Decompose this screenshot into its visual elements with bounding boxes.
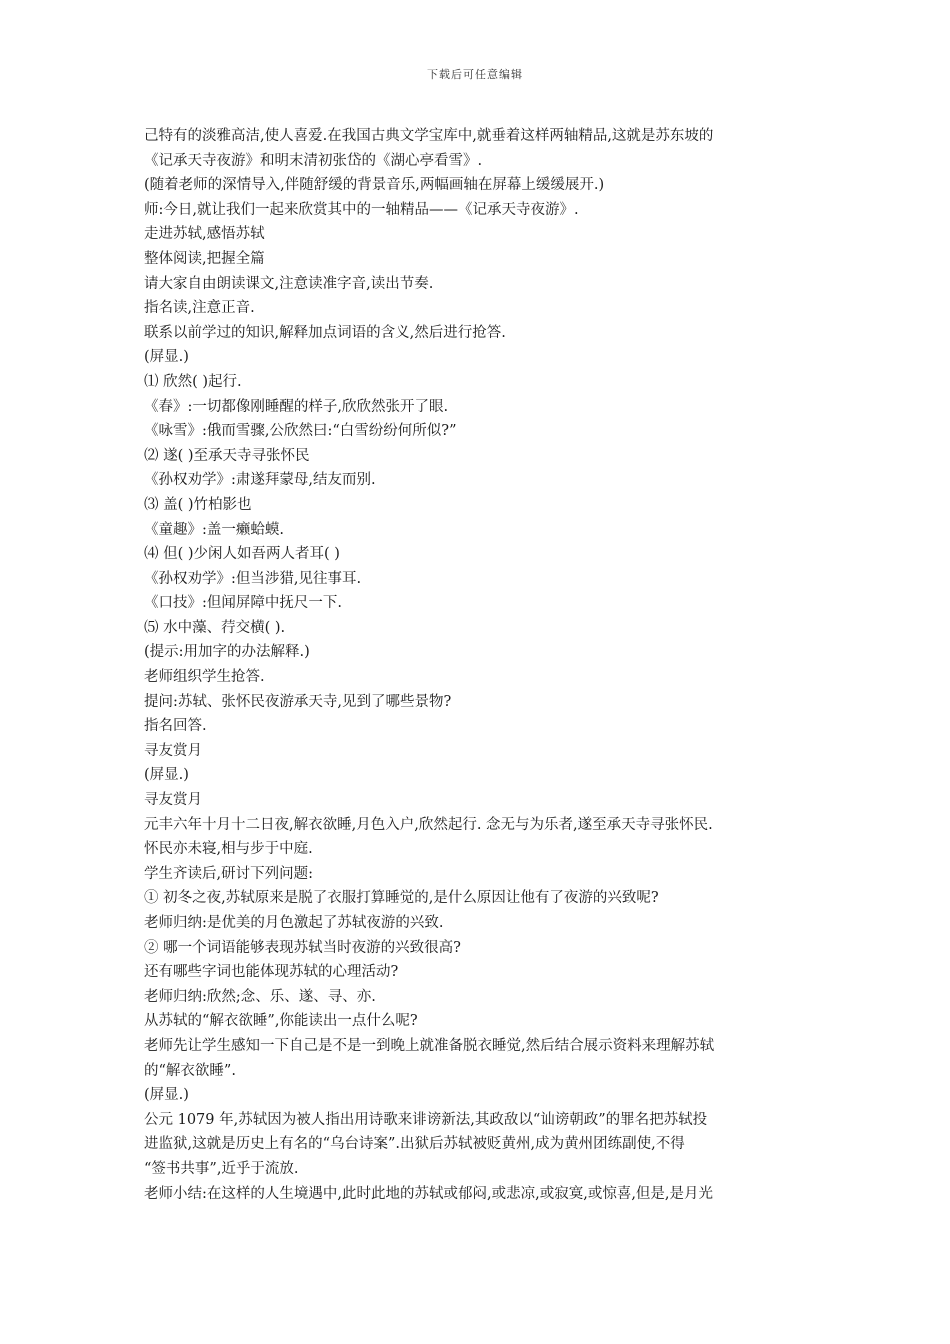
text-line: 《咏雪》:俄而雪骤,公欣然曰:“白雪纷纷何所似?”: [144, 423, 457, 440]
text-line: 老师组织学生抢答.: [144, 669, 265, 686]
text-line: 老师小结:在这样的人生境遇中,此时此地的苏轼或郁闷,或悲凉,或寂寞,或惊喜,但是,是月光: [144, 1185, 714, 1202]
text-line: ⑸ 水中藻、荇交横( ).: [144, 619, 286, 636]
text-line: “签书共事”,近乎于流放.: [144, 1160, 299, 1177]
text-line: ② 哪一个词语能够表现苏轼当时夜游的兴致很高?: [144, 939, 461, 956]
text-line: 公元 1079 年,苏轼因为被人指出用诗歌来诽谤新法,其政敌以“讪谤朝政”的罪名把苏轼投: [144, 1111, 708, 1128]
text-line: ⑵ 遂( )至承天寺寻张怀民: [144, 447, 310, 464]
text-line: ⑴ 欣然( )起行.: [144, 373, 242, 390]
text-line: 请大家自由朗读课文,注意读准字音,读出节奏.: [144, 275, 434, 292]
text-line: 《童趣》:盖一癞蛤蟆.: [144, 521, 284, 538]
text-line: 老师先让学生感知一下自己是不是一到晚上就准备脱衣睡觉,然后结合展示资料来理解苏轼: [144, 1037, 715, 1054]
text-line: 进监狱,这就是历史上有名的“乌台诗案”.出狱后苏轼被贬黄州,成为黄州团练副使,不得: [144, 1136, 685, 1153]
text-line: 老师归纳:欣然;念、乐、遂、寻、亦.: [144, 988, 376, 1005]
text-line: 寻友赏月: [144, 742, 202, 759]
text-line: 还有哪些字词也能体现苏轼的心理活动?: [144, 964, 399, 981]
text-line: 指名读,注意正音.: [144, 300, 255, 317]
text-line: (提示:用加字的办法解释.): [144, 644, 310, 661]
text-line: ⑷ 但( )少闲人如吾两人者耳( ): [144, 546, 340, 563]
text-line: 提问:苏轼、张怀民夜游承天寺,见到了哪些景物?: [144, 693, 452, 710]
text-line: 从苏轼的“解衣欲睡”,你能读出一点什么呢?: [144, 1013, 418, 1030]
text-line: 己特有的淡雅高洁,使人喜爱.在我国古典文学宝库中,就垂着这样两轴精品,这就是苏东坡的: [144, 128, 714, 144]
text-line: 走进苏轼,感悟苏轼: [144, 226, 265, 243]
text-line: 联系以前学过的知识,解释加点词语的含义,然后进行抢答.: [144, 324, 506, 341]
text-line: 元丰六年十月十二日夜,解衣欲睡,月色入户,欣然起行. 念无与为乐者,遂至承天寺寻张怀民.: [144, 816, 713, 833]
text-line: 师:今日,就让我们一起来欣赏其中的一轴精品——《记承天寺夜游》.: [144, 201, 579, 218]
text-line: 《记承天寺夜游》和明末清初张岱的《湖心亭看雪》.: [144, 152, 483, 169]
text-line: 学生齐读后,研讨下列问题:: [144, 865, 313, 882]
text-line: (屏显.): [144, 349, 189, 366]
text-line: 《孙权劝学》:但当涉猎,见往事耳.: [144, 570, 362, 587]
text-line: 《口技》:但闻屏障中抚尺一下.: [144, 595, 342, 612]
text-line: 《孙权劝学》:肃遂拜蒙母,结友而别.: [144, 472, 376, 489]
text-line: (随着老师的深情导入,伴随舒缓的背景音乐,两幅画轴在屏幕上缓缓展开.): [144, 177, 605, 194]
text-line: ① 初冬之夜,苏轼原来是脱了衣服打算睡觉的,是什么原因让他有了夜游的兴致呢?: [144, 890, 659, 907]
text-line: (屏显.): [144, 1087, 189, 1104]
text-line: 整体阅读,把握全篇: [144, 250, 265, 267]
document-body: [144, 124, 808, 1206]
text-line: 的“解衣欲睡”.: [144, 1062, 236, 1079]
text-line: 寻友赏月: [144, 792, 202, 809]
page-header: 下载后可任意编辑: [427, 68, 523, 81]
text-line: (屏显.): [144, 767, 189, 784]
text-line: ⑶ 盖( )竹柏影也: [144, 496, 252, 513]
text-line: 指名回答.: [144, 718, 207, 735]
text-line: 《春》:一切都像刚睡醒的样子,欣欣然张开了眼.: [144, 398, 449, 415]
text-line: 老师归纳:是优美的月色激起了苏轼夜游的兴致.: [144, 915, 444, 931]
text-line: 怀民亦未寝,相与步于中庭.: [144, 841, 313, 858]
